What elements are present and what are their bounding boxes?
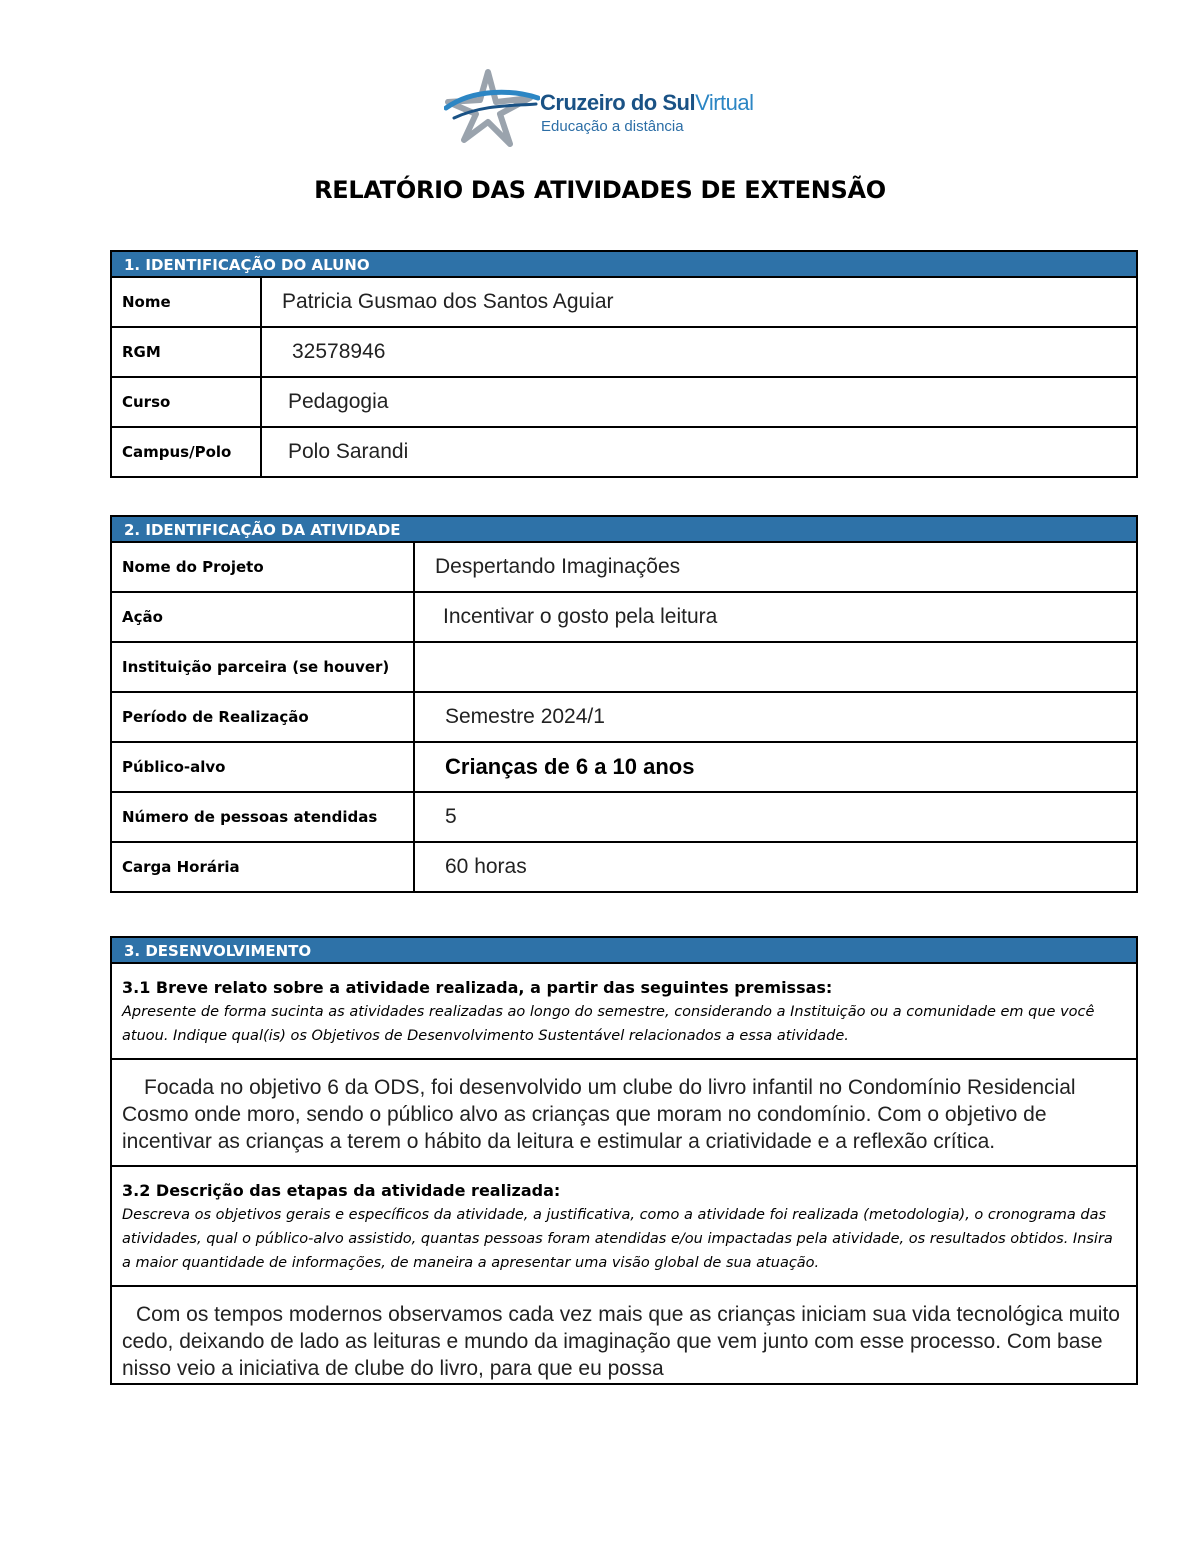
field-label: RGM [111,327,261,377]
table-row [111,1286,1137,1384]
table-row [111,842,1137,892]
question-title: 3.1 Breve relato sobre a atividade realizada, a partir das seguintes premissas: [122,978,833,997]
brand-tagline: Educação a distância [541,118,684,135]
question-instructions: Descreva os objetivos gerais e específicos da atividade, a justificativa, como a atividade foi realizada (metodologia), o cronograma das atividades, qual o público-alvo assistido, quantas pessoas foram atendidas e/ou impactadas pela atividade, os resultados obtidos. Insira a maior quantidade de informações, de maneira a apresentar uma visão global de sua atuação. [122,1207,1113,1271]
page-title: RELATÓRIO DAS ATIVIDADES DE EXTENSÃO [314,176,886,204]
table-row [111,792,1137,842]
table-row [111,327,1137,377]
field-label: Nome [111,277,261,327]
answer-3-1[interactable]: Focada no objetivo 6 da ODS, foi desenvolvido um clube do livro infantil no Condomínio Residencial Cosmo onde moro, sendo o público alvo as crianças que moram no condomínio. Com o objetivo de incentivar as crianças a terem o hábito da leitura e estimular a criatividade e a reflexão crítica. [111,1059,1137,1166]
field-label: Público-alvo [111,742,414,792]
question-instructions: Apresente de forma sucinta as atividades realizadas ao longo do semestre, considerando a Instituição ou a comunidade em que você atuou. Indique qual(is) os Objetivos de Desenvolvimento Sustentável relacionados a essa atividade. [122,1004,1095,1044]
field-label: Carga Horária [111,842,414,892]
student-identification-table [110,250,1138,478]
people-served-value[interactable]: 5 [414,792,1137,842]
name-value[interactable]: Patricia Gusmao dos Santos Aguiar [261,277,1137,327]
table-row [111,1059,1137,1166]
table-row [111,642,1137,692]
project-name-value[interactable]: Despertando Imaginações [414,542,1137,592]
action-value[interactable]: Incentivar o gosto pela leitura [414,592,1137,642]
table-row [111,377,1137,427]
table-row [111,542,1137,592]
field-label: Campus/Polo [111,427,261,477]
development-table [110,936,1138,1385]
field-label: Número de pessoas atendidas [111,792,414,842]
logo [444,68,764,148]
table-row [111,1166,1137,1286]
field-label: Curso [111,377,261,427]
question-3-2 [111,1166,1137,1286]
star-logo-icon [444,68,540,148]
partner-institution-value[interactable] [414,642,1137,692]
field-label: Ação [111,592,414,642]
field-label: Instituição parceira (se houver) [111,642,414,692]
table-row [111,592,1137,642]
campus-value[interactable]: Polo Sarandi [261,427,1137,477]
section-header: 3. DESENVOLVIMENTO [111,937,1137,963]
section-header: 2. IDENTIFICAÇÃO DA ATIVIDADE [111,516,1137,542]
field-label: Nome do Projeto [111,542,414,592]
table-row [111,692,1137,742]
rgm-value[interactable]: 32578946 [261,327,1137,377]
brand-name: Cruzeiro do SulVirtual [540,90,754,115]
period-value[interactable]: Semestre 2024/1 [414,692,1137,742]
table-row [111,427,1137,477]
activity-identification-table [110,515,1138,893]
answer-3-2[interactable] [111,1286,1137,1384]
course-value[interactable]: Pedagogia [261,377,1137,427]
section-header: 1. IDENTIFICAÇÃO DO ALUNO [111,251,1137,277]
target-audience-value[interactable]: Crianças de 6 a 10 anos [414,742,1137,792]
question-title: 3.2 Descrição das etapas da atividade realizada: [122,1181,561,1200]
answer-text: Com os tempos modernos observamos cada vez mais que as crianças iniciam sua vida tecnológica muito cedo, deixando de lado as leituras e mundo da imaginação que vem junto com esse processo. Com base nisso veio a iniciativa de clube do livro, para que eu possa [122,1303,1120,1380]
table-row [111,742,1137,792]
table-row [111,277,1137,327]
field-label: Período de Realização [111,692,414,742]
table-row [111,963,1137,1059]
question-3-1 [111,963,1137,1059]
workload-value[interactable]: 60 horas [414,842,1137,892]
